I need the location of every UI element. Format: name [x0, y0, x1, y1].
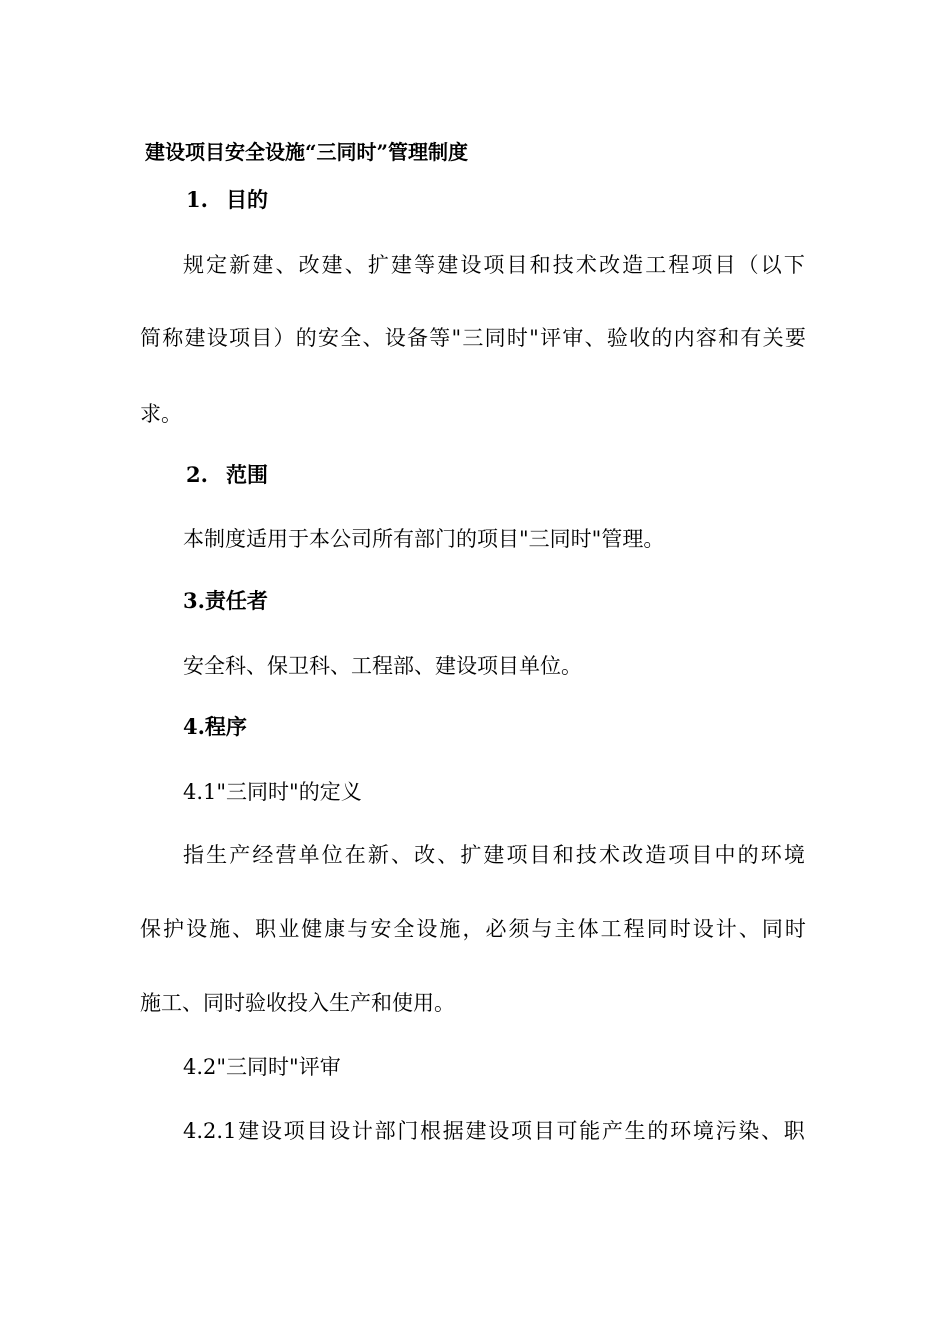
document-title: 建设项目安全设施“三同时”管理制度 [145, 140, 469, 164]
paragraph-purpose-line-3: 求。 [140, 402, 182, 426]
section-heading-responsibility: 3.责任者 [183, 588, 268, 613]
section-heading-purpose [186, 186, 268, 214]
paragraph-definition-line-1: 指 生 产 经 营 单 位 在 新 、 改 、 扩 建 项 目 和 技 术 改 造 项 目 中 的 环 境 [183, 843, 805, 867]
paragraph-purpose-line-1: 规 定 新 建 、 改 建 、 扩 建 等 建 设 项 目 和 技 术 改 造 工 程 项 目 （ 以 下 [183, 253, 805, 277]
section-heading-text: 范围 [226, 462, 268, 487]
section-heading-text: 目的 [226, 187, 268, 212]
paragraph-4-2-1-line-1: 4.2.1 建 设 项 目 设 计 部 门 根 据 建 设 项 目 可 能 产 生 的 环 境 污 染 、 职 [183, 1119, 805, 1143]
section-number: 2. [186, 462, 208, 487]
paragraph-definition-line-2: 保 护 设 施 、 职 业 健 康 与 安 全 设 施 ， 必 须 与 主 体 工 程 同 时 设 计 、 同 时 [140, 917, 806, 941]
subsection-heading-4-2: 4.2"三同时"评审 [183, 1055, 341, 1079]
section-number: 1. [186, 187, 208, 212]
subsection-heading-4-1: 4.1"三同时"的定义 [183, 780, 362, 804]
paragraph-scope: 本制度适用于本公司所有部门的项目"三同时"管理。 [183, 527, 665, 551]
section-heading-scope [186, 461, 268, 489]
paragraph-responsibility: 安全科、保卫科、工程部、建设项目单位。 [183, 654, 582, 678]
paragraph-definition-line-3: 施工、同时验收投入生产和使用。 [140, 991, 455, 1015]
paragraph-purpose-line-2: 简 称 建 设 项 目 ） 的 安 全 、 设 备 等 " 三 同 时 " 评 审 、 验 收 的 内 容 和 有 关 要 [140, 326, 806, 350]
section-heading-procedure: 4.程序 [183, 714, 247, 739]
